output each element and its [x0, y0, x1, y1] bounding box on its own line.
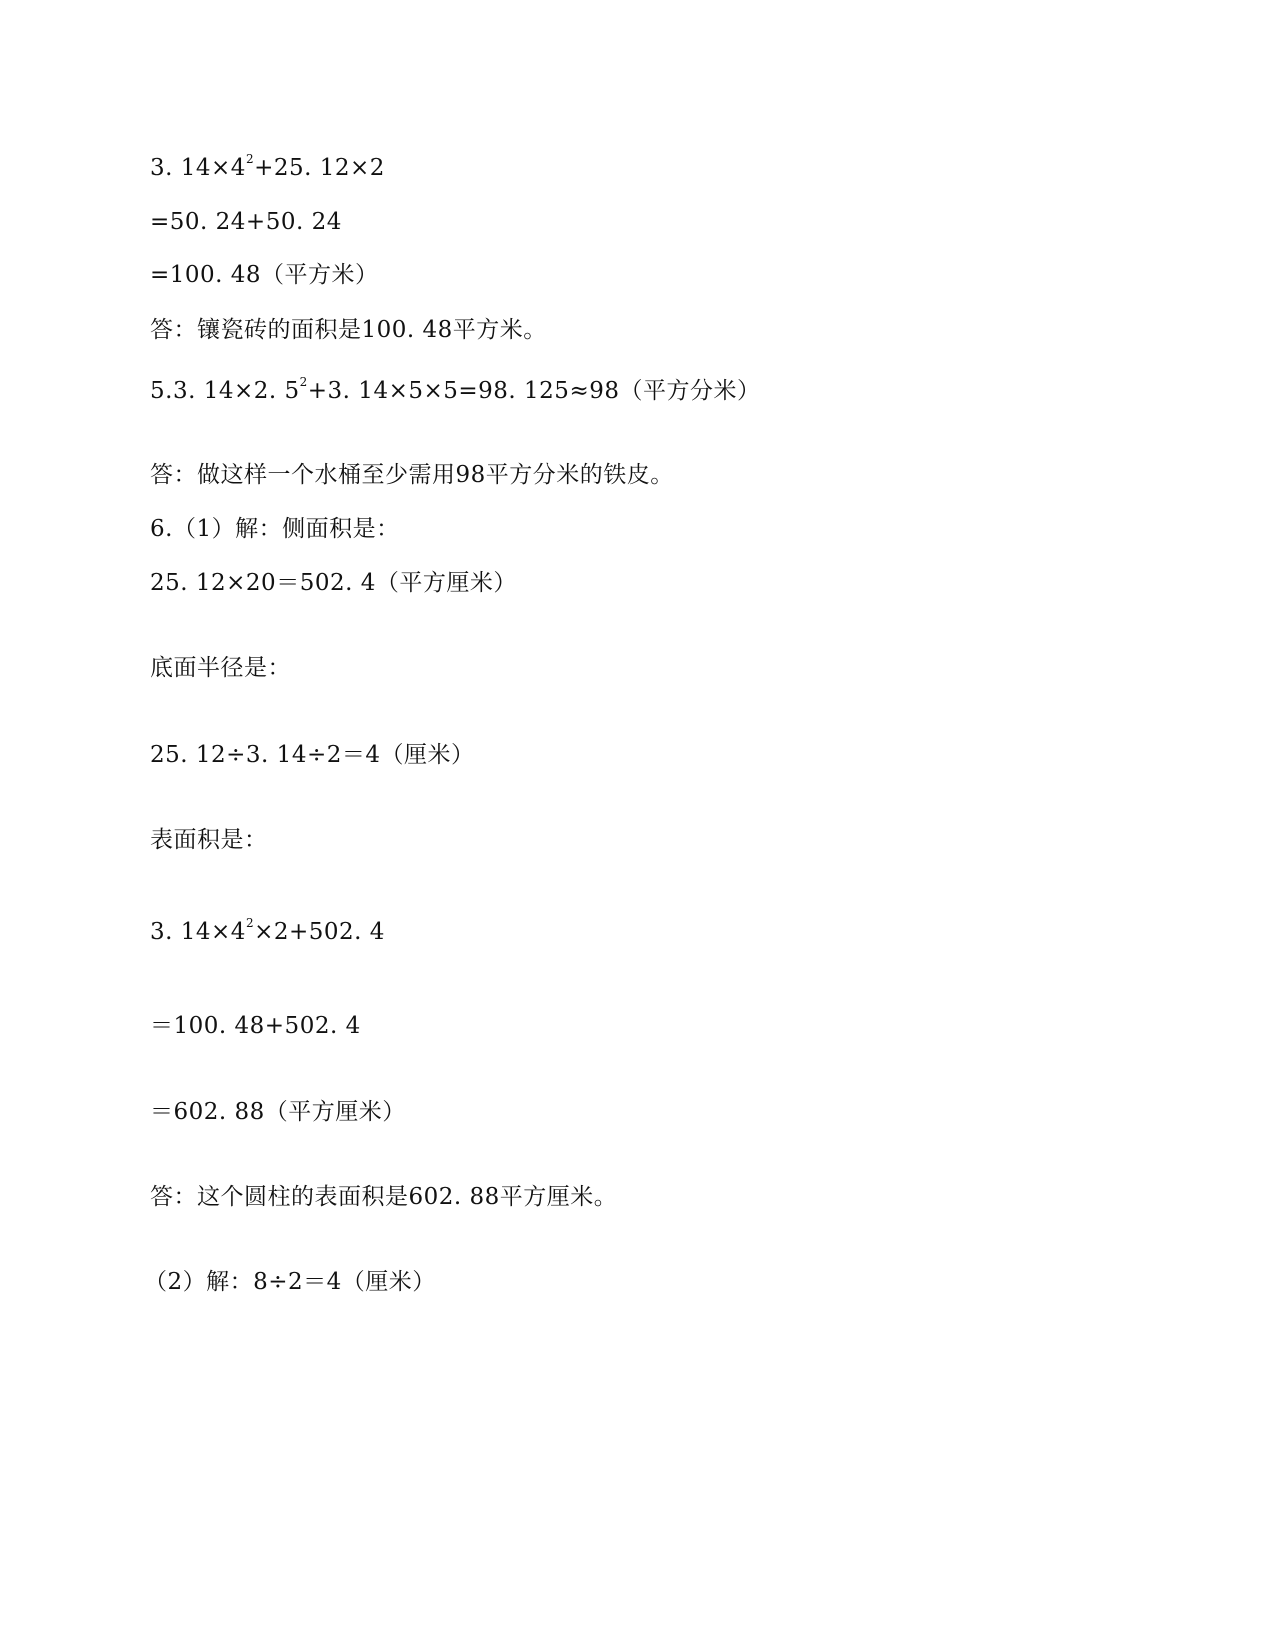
formula-line-1-pre: 3. 14×4 — [150, 155, 246, 181]
radius-label: 底面半径是： — [150, 655, 291, 681]
problem-5-post: +3. 14×5×5=98. 125≈98（平方分米） — [307, 378, 761, 404]
formula-line-1-post: +25. 12×2 — [254, 155, 385, 181]
formula-line-3: =100. 48（平方米） — [150, 262, 379, 288]
surface-area-step-1: ＝100. 48+502. 4 — [150, 1013, 361, 1039]
answer-line-2: 答：做这样一个水桶至少需用98平方分米的铁皮。 — [150, 462, 674, 488]
surface-area-pre: 3. 14×4 — [150, 919, 246, 945]
surface-area-exponent: 2 — [245, 916, 255, 931]
problem-5-pre: 5.3. 14×2. 5 — [150, 378, 300, 404]
formula-line-1 — [150, 153, 385, 183]
formula-line-2: =50. 24+50. 24 — [150, 209, 342, 235]
surface-area-step-2: ＝602. 88（平方厘米） — [150, 1099, 406, 1125]
answer-line-1: 答：镶瓷砖的面积是100. 48平方米。 — [150, 317, 547, 343]
answer-line-3: 答：这个圆柱的表面积是602. 88平方厘米。 — [150, 1184, 618, 1210]
problem-6-part-2: （2）解：8÷2＝4（厘米） — [144, 1269, 436, 1295]
problem-5-exponent: 2 — [299, 375, 308, 390]
problem-6-heading: 6.（1）解：侧面积是： — [150, 516, 400, 542]
problem-5-line — [150, 376, 760, 406]
surface-area-formula — [150, 917, 385, 947]
radius-formula: 25. 12÷3. 14÷2＝4（厘米） — [150, 742, 475, 768]
lateral-area-formula: 25. 12×20＝502. 4（平方厘米） — [150, 570, 517, 596]
surface-area-label: 表面积是： — [150, 827, 268, 853]
formula-line-1-exponent: 2 — [245, 152, 255, 167]
surface-area-post: ×2+502. 4 — [254, 919, 385, 945]
